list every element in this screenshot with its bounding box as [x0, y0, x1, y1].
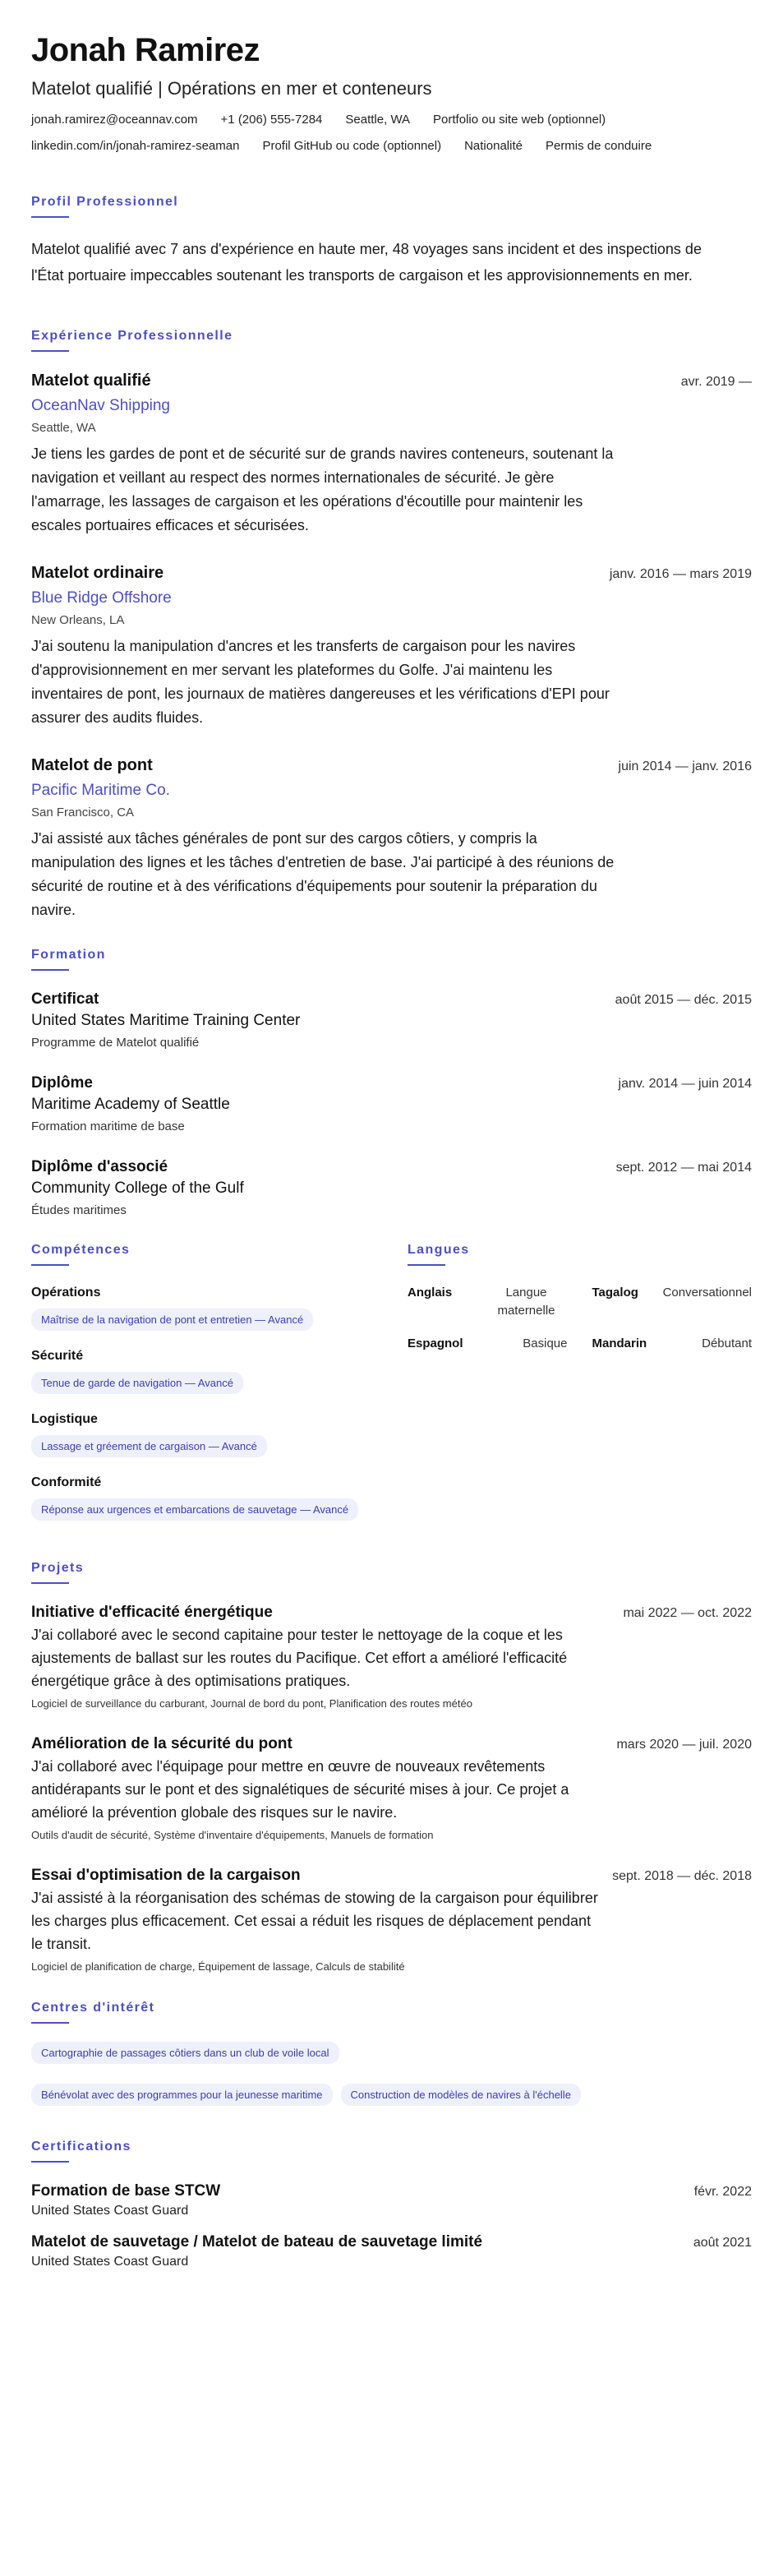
interests-list	[31, 2042, 752, 2106]
language-name: Anglais	[408, 1286, 453, 1300]
job-location: Seattle, WA	[31, 421, 96, 435]
project-tools: Outils d'audit de sécurité, Système d'inventaire d'équipements, Manuels de formation	[31, 1829, 434, 1841]
phone-number: +1 (206) 555-7284	[220, 113, 323, 127]
skill-pill: Tenue de garde de navigation — Avancé	[31, 1372, 243, 1394]
skill-pill: Réponse aux urgences et embarcations de sauvetage — Avancé	[31, 1498, 358, 1521]
skill-group	[31, 1474, 385, 1521]
company-name: Pacific Maritime Co.	[31, 782, 170, 799]
language-level: Conversationnel	[662, 1286, 752, 1300]
portfolio-link[interactable]: Portfolio ou site web (optionnel)	[433, 113, 606, 127]
summary-section	[31, 194, 752, 289]
interest-pill: Cartographie de passages côtiers dans un club de voile local	[31, 2042, 339, 2064]
language-level: Langue maternelle	[497, 1286, 555, 1318]
project-tools: Logiciel de planification de charge, Équipement de lassage, Calculs de stabilité	[31, 1960, 405, 1973]
nationality: Nationalité	[464, 139, 523, 153]
section-title: Expérience Professionnelle	[31, 329, 233, 343]
degree: Diplôme d'associé	[31, 1158, 168, 1175]
job-description: Je tiens les gardes de pont et de sécurité sur de grands navires conteneurs, soutenant la navigation et veillant au respect des normes internationales de sécurité. Je gère l'amarrage, les lassages de cargaison et les opérations d'écoutille pour maintenir les escales portuaires efficaces et sécurisées.	[31, 445, 614, 533]
experience-entry	[31, 562, 752, 730]
project-tools: Logiciel de surveillance du carburant, Journal de bord du pont, Planification des routes météo	[31, 1697, 472, 1710]
certifications-section	[31, 2139, 752, 2271]
degree: Certificat	[31, 990, 99, 1008]
project-dates: sept. 2018 — déc. 2018	[612, 1869, 752, 1883]
education-dates: janv. 2014 — juin 2014	[618, 1077, 752, 1091]
school-name: Maritime Academy of Seattle	[31, 1096, 230, 1113]
language-name: Mandarin	[592, 1336, 647, 1350]
language-item	[592, 1335, 753, 1353]
section-divider	[31, 969, 69, 971]
project-entry	[31, 1733, 752, 1844]
interest-pill: Bénévolat avec des programmes pour la jeunesse maritime	[31, 2084, 333, 2106]
candidate-name: Jonah Ramirez	[31, 32, 260, 68]
skill-category: Sécurité	[31, 1349, 84, 1363]
skill-pill: Maîtrise de la navigation de pont et entretien — Avancé	[31, 1309, 313, 1331]
language-name: Espagnol	[408, 1336, 463, 1350]
languages-section	[408, 1242, 752, 1537]
section-divider	[31, 2022, 69, 2024]
experience-entry	[31, 755, 752, 922]
job-dates: juin 2014 — janv. 2016	[618, 759, 752, 773]
location: Seattle, WA	[345, 113, 411, 127]
section-divider	[31, 216, 69, 218]
section-divider	[408, 1264, 445, 1266]
job-dates: janv. 2016 — mars 2019	[609, 567, 752, 581]
linkedin-link[interactable]: linkedin.com/in/jonah-ramirez-seaman	[31, 139, 240, 153]
contact-info	[31, 112, 752, 155]
github-link[interactable]: Profil GitHub ou code (optionnel)	[262, 139, 442, 153]
experience-section	[31, 328, 752, 922]
certification-name: Matelot de sauvetage / Matelot de bateau de sauvetage limité	[31, 2233, 483, 2251]
project-name: Amélioration de la sécurité du pont	[31, 1735, 292, 1752]
languages-list	[408, 1284, 752, 1353]
certification-entry	[31, 2232, 752, 2271]
job-title: Matelot qualifié	[31, 372, 151, 390]
section-title: Formation	[31, 948, 106, 962]
education-dates: août 2015 — déc. 2015	[615, 993, 752, 1007]
language-item	[408, 1284, 568, 1320]
section-divider	[31, 1582, 69, 1584]
certification-date: févr. 2022	[693, 2185, 752, 2199]
skill-group	[31, 1410, 385, 1457]
language-item	[592, 1284, 753, 1320]
language-item	[408, 1335, 568, 1353]
section-title: Projets	[31, 1561, 85, 1575]
education-dates: sept. 2012 — mai 2014	[615, 1161, 752, 1175]
project-description: J'ai collaboré avec le second capitaine pour tester le nettoyage de la coque et les ajustements de ballast sur les routes du Pacifique. Cet effort a amélioré l'efficacité énergétique grâce à des optimisations pratiques.	[31, 1627, 568, 1689]
education-section	[31, 947, 752, 1221]
job-title: Matelot de pont	[31, 756, 153, 774]
project-entry	[31, 1865, 752, 1975]
job-description: J'ai soutenu la manipulation d'ancres et les transferts de cargaison pour les navires d'approvisionnement en mer servant les plateformes du Golfe. J'ai maintenu les inventaires de pont, les journaux de matières dangereuses et les vérifications d'EPI pour assurer des audits fluides.	[31, 638, 610, 726]
headline: Matelot qualifié | Opérations en mer et conteneurs	[31, 78, 432, 99]
project-dates: mars 2020 — juil. 2020	[616, 1738, 752, 1752]
field-of-study: Programme de Matelot qualifié	[31, 1036, 200, 1050]
project-dates: mai 2022 — oct. 2022	[623, 1606, 752, 1620]
job-location: San Francisco, CA	[31, 806, 135, 819]
interest-pill: Construction de modèles de navires à l'échelle	[341, 2084, 581, 2106]
certification-issuer: United States Coast Guard	[31, 2255, 189, 2269]
experience-entry	[31, 370, 752, 538]
school-name: United States Maritime Training Center	[31, 1012, 301, 1029]
certification-issuer: United States Coast Guard	[31, 2204, 189, 2218]
job-dates: avr. 2019 —	[680, 375, 752, 389]
section-title: Profil Professionnel	[31, 195, 179, 209]
summary-text: Matelot qualifié avec 7 ans d'expérience en haute mer, 48 voyages sans incident et des inspections de l'État portuaire impeccables soutenant les transports de cargaison et les approvisionnements en mer.	[31, 241, 702, 284]
project-name: Essai d'optimisation de la cargaison	[31, 1867, 301, 1884]
education-entry	[31, 1073, 752, 1137]
project-description: J'ai assisté à la réorganisation des schémas de stowing de la cargaison pour équilibrer les charges plus efficacement. Cet essai a réduit les risques de déplacement pendant le transit.	[31, 1890, 598, 1952]
education-entry	[31, 1156, 752, 1221]
resume-header	[31, 31, 752, 155]
certification-date: août 2021	[693, 2236, 752, 2250]
project-entry	[31, 1602, 752, 1712]
section-divider	[31, 1264, 69, 1266]
project-description: J'ai collaboré avec l'équipage pour mettre en œuvre de nouveaux revêtements antidérapants sur le pont et des signalétiques de sécurité mises à jour. Ce projet a amélioré la prévention globale des risques sur le navire.	[31, 1758, 569, 1821]
skill-category: Conformité	[31, 1475, 102, 1489]
skill-category: Logistique	[31, 1412, 98, 1426]
skills-languages-row	[31, 1242, 752, 1537]
job-title: Matelot ordinaire	[31, 564, 164, 582]
company-name: Blue Ridge Offshore	[31, 589, 172, 607]
language-level: Basique	[523, 1336, 568, 1350]
field-of-study: Études maritimes	[31, 1203, 127, 1217]
section-title: Certifications	[31, 2140, 131, 2154]
section-title: Langues	[408, 1243, 470, 1257]
skill-pill: Lassage et gréement de cargaison — Avancé	[31, 1435, 267, 1457]
degree: Diplôme	[31, 1074, 93, 1092]
project-name: Initiative d'efficacité énergétique	[31, 1604, 273, 1621]
job-location: New Orleans, LA	[31, 613, 125, 627]
language-name: Tagalog	[592, 1286, 638, 1300]
section-divider	[31, 2161, 69, 2163]
email-link[interactable]: jonah.ramirez@oceannav.com	[31, 113, 198, 127]
section-title: Centres d'intérêt	[31, 2001, 155, 2015]
skill-category: Opérations	[31, 1286, 101, 1300]
interests-section	[31, 2000, 752, 2106]
section-divider	[31, 350, 69, 352]
skills-section	[31, 1242, 385, 1537]
skill-group	[31, 1347, 385, 1394]
projects-section	[31, 1560, 752, 1975]
certification-name: Formation de base STCW	[31, 2182, 221, 2200]
language-level: Débutant	[702, 1336, 752, 1350]
field-of-study: Formation maritime de base	[31, 1119, 185, 1133]
certification-entry	[31, 2181, 752, 2220]
job-description: J'ai assisté aux tâches générales de pont sur des cargos côtiers, y compris la manipulation des lignes et les tâches d'entretien de base. J'ai participé à des réunions de sécurité de routine et à des vérifications d'équipements pour soutenir la préparation du navire.	[31, 830, 615, 918]
section-title: Compétences	[31, 1243, 131, 1257]
school-name: Community College of the Gulf	[31, 1180, 244, 1197]
education-entry	[31, 989, 752, 1053]
skill-group	[31, 1284, 385, 1331]
company-name: OceanNav Shipping	[31, 397, 170, 414]
driving-license: Permis de conduire	[545, 139, 652, 153]
